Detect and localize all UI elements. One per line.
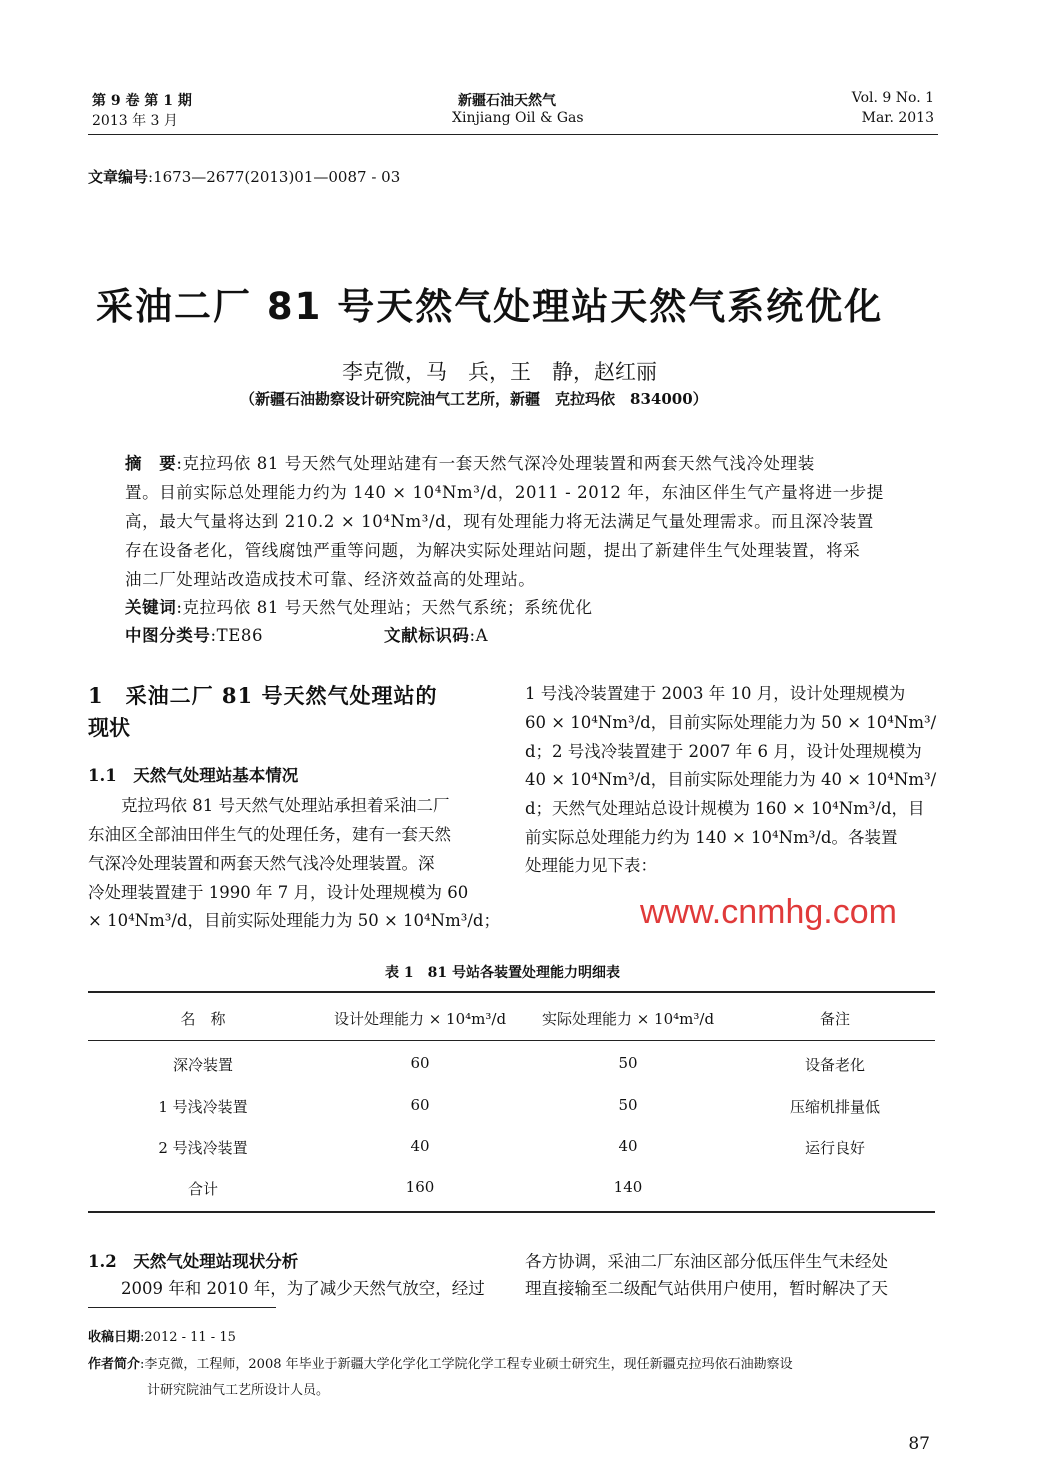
page-title: 采油二厂 81 号天然气处理站天然气系统优化 <box>96 285 884 328</box>
table-cell: 合计 <box>187 1180 219 1198</box>
section-1-2-heading: 1.2 天然气处理站现状分析 <box>88 1252 299 1271</box>
abstract-line <box>125 450 815 474</box>
table-cell: 60 <box>410 1054 430 1072</box>
body-line: d；天然气处理站总设计规模为 160 × 10⁴Nm³/d，目 <box>525 799 925 818</box>
article-number-value: :1673—2677(2013)01—0087 - 03 <box>148 168 401 186</box>
author-bio <box>88 1353 793 1372</box>
body-line: 气深冷处理装置和两套天然气浅冷处理装置。深 <box>88 854 435 873</box>
table-cell: 40 <box>410 1137 430 1155</box>
table-caption: 表 1 81 号站各装置处理能力明细表 <box>385 965 620 981</box>
table-cell: 50 <box>618 1054 638 1072</box>
document-code <box>384 622 488 646</box>
clc-label: 中图分类号 <box>125 626 211 645</box>
body-line: 前实际总处理能力约为 140 × 10⁴Nm³/d。各装置 <box>525 828 898 847</box>
doccode-value: :A <box>469 626 489 645</box>
section-1-heading-cont: 现状 <box>88 715 130 740</box>
body-line: 2009 年和 2010 年，为了减少天然气放空，经过 <box>88 1279 485 1298</box>
body-line: 60 × 10⁴Nm³/d，目前实际处理能力为 50 × 10⁴Nm³/ <box>525 713 937 732</box>
body-line: d；2 号浅冷装置建于 2007 年 6 月，设计处理规模为 <box>525 742 922 761</box>
table-cell: 40 <box>618 1137 638 1155</box>
clc-number <box>125 622 263 646</box>
table-header: 设计处理能力 × 10⁴m³/d <box>333 1010 507 1028</box>
section-1-1-heading: 1.1 天然气处理站基本情况 <box>88 766 299 785</box>
table-cell: 50 <box>618 1096 638 1114</box>
header-date-en: Mar. 2013 <box>861 110 934 126</box>
article-number-label: 文章编号 <box>88 168 149 186</box>
body-line: 冷处理装置建于 1990 年 7 月，设计处理规模为 60 <box>88 883 469 902</box>
article-number <box>88 166 400 187</box>
author-bio-cont: 计研究院油气工艺所设计人员。 <box>147 1383 330 1398</box>
header-date: 2013 年 3 月 <box>92 113 178 129</box>
doccode-label: 文献标识码 <box>384 626 470 645</box>
table-cell: 运行良好 <box>804 1139 866 1157</box>
footnote-rule <box>88 1307 276 1308</box>
received-date <box>88 1326 236 1345</box>
table-cell: 60 <box>410 1096 430 1114</box>
author-bio-text: :李克微，工程师，2008 年毕业于新疆大学化学化工学院化学工程专业硕士研究生，现任新疆克拉玛依石油勘察设 <box>140 1357 793 1372</box>
abstract-text: :克拉玛依 81 号天然气处理站建有一套天然气深冷处理装置和两套天然气浅冷处理装 <box>176 454 815 473</box>
authors: 李克微，马 兵，王 静，赵红丽 <box>342 360 657 384</box>
keywords <box>125 594 593 618</box>
table-cell: 设备老化 <box>804 1056 866 1074</box>
table-cell: 深冷装置 <box>172 1056 234 1074</box>
table-header: 实际处理能力 × 10⁴m³/d <box>541 1010 715 1028</box>
table-cell: 140 <box>613 1178 643 1196</box>
watermark: www.cnmhg.com <box>640 893 897 931</box>
keywords-value: :克拉玛依 81 号天然气处理站；天然气系统；系统优化 <box>176 598 593 617</box>
header-volume: 第 9 卷 第 1 期 <box>92 93 192 109</box>
abstract-line: 油二厂处理站改造成技术可靠、经济效益高的处理站。 <box>125 570 536 589</box>
table-header: 备注 <box>819 1010 851 1028</box>
header-journal-en: Xinjiang Oil & Gas <box>452 110 584 126</box>
table-cell: 2 号浅冷装置 <box>158 1139 248 1157</box>
table-bottom-rule <box>88 1211 935 1213</box>
body-line: 处理能力见下表： <box>525 856 657 875</box>
page-number: 87 <box>908 1434 930 1454</box>
affiliation: （新疆石油勘察设计研究院油气工艺所，新疆 克拉玛依 834000） <box>240 390 708 408</box>
table-top-rule <box>88 991 935 993</box>
table-header: 名 称 <box>180 1010 226 1028</box>
table-cell: 压缩机排量低 <box>789 1098 881 1116</box>
table-cell: 1 号浅冷装置 <box>158 1098 248 1116</box>
body-line: 克拉玛依 81 号天然气处理站承担着采油二厂 <box>88 796 450 815</box>
header-vol-en: Vol. 9 No. 1 <box>851 90 934 106</box>
body-line: 理直接输至二级配气站供用户使用，暂时解决了天 <box>525 1279 888 1298</box>
author-bio-label: 作者简介 <box>88 1357 141 1372</box>
abstract-line: 高，最大气量将达到 210.2 × 10⁴Nm³/d，现有处理能力将无法满足气量处理需求。而且深冷装置 <box>125 512 874 531</box>
body-line: 各方协调，采油二厂东油区部分低压伴生气未经处 <box>525 1252 888 1271</box>
table-header-rule <box>88 1040 935 1041</box>
abstract-label: 摘 要 <box>125 454 177 473</box>
body-line: 东油区全部油田伴生气的处理任务，建有一套天然 <box>88 825 451 844</box>
keywords-label: 关键词 <box>125 598 177 617</box>
clc-value: :TE86 <box>210 626 264 645</box>
received-label: 收稿日期 <box>88 1330 141 1345</box>
abstract-line: 置。目前实际总处理能力约为 140 × 10⁴Nm³/d，2011 - 2012 年，东油区伴生气产量将进一步提 <box>125 483 884 502</box>
body-line: × 10⁴Nm³/d，目前实际处理能力为 50 × 10⁴Nm³/d； <box>88 911 500 930</box>
received-value: :2012 - 11 - 15 <box>140 1330 236 1345</box>
abstract-line: 存在设备老化，管线腐蚀严重等问题，为解决实际处理站问题，提出了新建伴生气处理装置，将采 <box>125 541 861 560</box>
header-rule <box>88 134 938 135</box>
body-line: 1 号浅冷装置建于 2003 年 10 月，设计处理规模为 <box>525 684 906 703</box>
table-cell: 160 <box>405 1178 435 1196</box>
section-1-heading: 1 采油二厂 81 号天然气处理站的 <box>88 683 438 708</box>
body-line: 40 × 10⁴Nm³/d，目前实际处理能力为 40 × 10⁴Nm³/ <box>525 770 937 789</box>
header-journal-cn: 新疆石油天然气 <box>458 93 556 109</box>
